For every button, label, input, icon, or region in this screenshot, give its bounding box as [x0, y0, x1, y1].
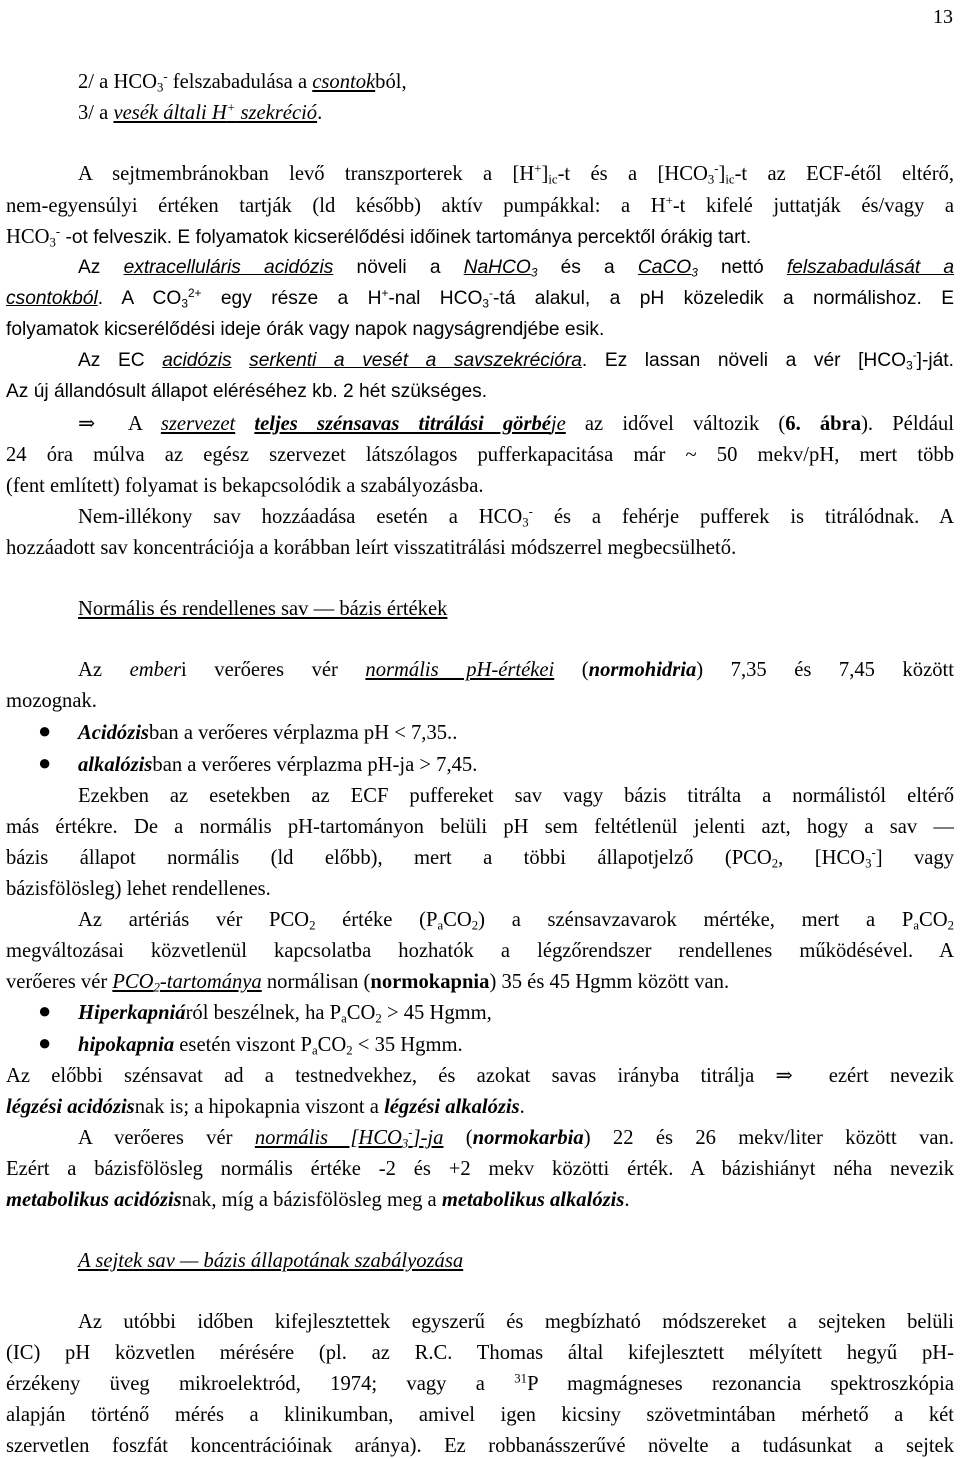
text-line: csontokból. A $CO_3^{2+}$ egy része a H+-nal $HCO_3^--tá$ alakul, a pH közeledik a normálishoz. E — [6, 285, 955, 311]
text-line: Az EC acidózis serkenti a vesét a savszekrécióra. Ez lassan növeli a vér $[HCO_3^-]$-ját. — [78, 347, 954, 373]
text-line: nem-egyensúlyi értéken tartják (ld később) aktív pumpákkal: a H+-t kifelé juttatják és/vagy a — [6, 193, 954, 217]
text-line: folyamatok kicserélődési ideje órák vagy napok nagyságrendjébe esik. — [6, 319, 605, 340]
text-line: érzékeny üveg mikroelektród, 1974; vagy a $^{31}$P magmágneses rezonancia spektroszkópia — [6, 1371, 954, 1395]
implies-arrow-icon: ⇒ — [775, 1065, 793, 1087]
text-line: Az előbbi szénsavat ad a testnedvekhez, és azokat savas irányba titrálja ⇒ ezért nevezik — [6, 1065, 954, 1087]
bullet-icon: ● — [38, 1030, 52, 1055]
list-item: Hiperkapniáról beszélnek, ha $P_aCO_2 > 45$ Hgmm, — [78, 1002, 492, 1026]
text-line: szervetlen foszfát koncentrációinak aránya). Ez robbanásszerűvé növelte a tudásunkat a sejtek — [6, 1435, 954, 1457]
text-line: (IC) pH közvetlen mérésére (pl. az R.C. Thomas által kifejlesztett mélyített hegyű pH- — [6, 1342, 954, 1364]
text-line: Az új állandósult állapot eléréséhez kb. 2 hét szükséges. — [6, 381, 488, 402]
text-line: mozognak. — [6, 690, 97, 712]
page-number: 13 — [933, 6, 953, 28]
text-line: (fent említett) folyamat is bekapcsolódik a szabályozásba. — [6, 475, 484, 497]
text-line: Az utóbbi időben kifejlesztettek egyszerű és megbízható módszereket a sejteken belüli — [78, 1311, 954, 1333]
text-line: Az emberi verőeres vér normális pH-értékei (normohidria) 7,35 és 7,45 között — [78, 659, 954, 681]
text-line: megváltozásai közvetlenül kapcsolatba hozhatók a légzőrendszer rendellenes működésével. A — [6, 940, 954, 962]
list-item: Acidózisban a verőeres vérplazma pH < 7,35.. — [78, 722, 458, 744]
text-line: $HCO_3^-$ -ot felveszik. E folyamatok kicserélődési időinek tartománya percektől órákig tart. — [6, 224, 752, 250]
text-line: Az extracelluláris acidózis növeli a NaHCO$_3$ és a CaCO$_3$ nettó felszabadulását a — [78, 257, 955, 280]
implies-arrow-icon: ⇒ — [78, 413, 96, 435]
text-line: hozzáadott sav koncentrációja a korábban leírt visszatitrálási módszerrel megbecsülhető. — [6, 537, 737, 559]
text-line: verőeres vér $PCO_2$-tartománya normálisan (normokapnia) 35 és 45 Hgmm között van. — [6, 971, 730, 995]
section-heading: A sejtek sav — bázis állapotának szabályozása — [78, 1250, 464, 1272]
text-line: Ezért a bázisfölösleg normális értéke -2 és +2 mekv közötti érték. A bázishiányt néha nevezik — [6, 1158, 954, 1180]
text-line: ⇒ A szervezet teljes szénsavas titrálási görbéje az idővel változik (6. ábra). Például — [78, 413, 954, 435]
text-line: Nem-illékony sav hozzáadása esetén a $HCO_3^-$ és a fehérje pufferek is titrálódnak. A — [78, 504, 954, 530]
text-line: Ezekben az esetekben az ECF puffereket sav vagy bázis titrálta a normálistól eltérő — [78, 785, 954, 807]
text-line: bázisfölösleg) lehet rendellenes. — [6, 878, 271, 900]
text-line: 3/ a vesék általi H+ szekréció. — [78, 100, 323, 124]
text-line: Az artériás vér $PCO_2$ értéke $(P_aCO_2)$ a szénsavzavarok mértéke, mert a $P_aCO_2$ — [78, 909, 955, 933]
bullet-icon: ● — [38, 718, 52, 743]
list-item: hipokapnia esetén viszont $P_aCO_2 < 35$ Hgmm. — [78, 1034, 463, 1058]
text-line: más értékre. De a normális pH-tartományon belüli pH sem feltétlenül jelenti azt, hogy a sav — — [6, 816, 954, 838]
text-line: alapján történő mérés a klinikumban, amivel igen kicsiny szövetmintában mérhető a két — [6, 1404, 954, 1426]
text-line: bázis állapot normális (ld előbb), mert a többi állapotjelző ($PCO_2$, $[HCO_3^-]$ vagy — [6, 845, 954, 871]
text-line: metabolikus acidózisnak, míg a bázisfölösleg meg a metabolikus alkalózis. — [6, 1189, 630, 1211]
text-line: légzési acidózisnak is; a hipokapnia viszont a légzési alkalózis. — [6, 1096, 525, 1118]
list-item: alkalózisban a verőeres vérplazma pH-ja > 7,45. — [78, 754, 478, 776]
text-line: A sejtmembránokban levő transzporterek a $[H^+]_{ic}-t$ és a $[HCO_3^-]_{ic}-t$ az ECF-étől eltérő, — [78, 161, 954, 187]
bullet-icon: ● — [38, 750, 52, 775]
bullet-icon: ● — [38, 998, 52, 1023]
section-heading: Normális és rendellenes sav — bázis értékek — [78, 598, 448, 620]
text-line: A verőeres vér normális $[HCO_3^-]-ja$ (normokarbia) 22 és 26 mekv/liter között van. — [78, 1125, 954, 1151]
text-line: 24 óra múlva az egész szervezet látszólagos pufferkapacitása már ~ 50 mekv/pH, mert több — [6, 444, 954, 466]
text-line: 2/ a $HCO_3^-$ felszabadulása a csontokból, — [78, 69, 407, 95]
